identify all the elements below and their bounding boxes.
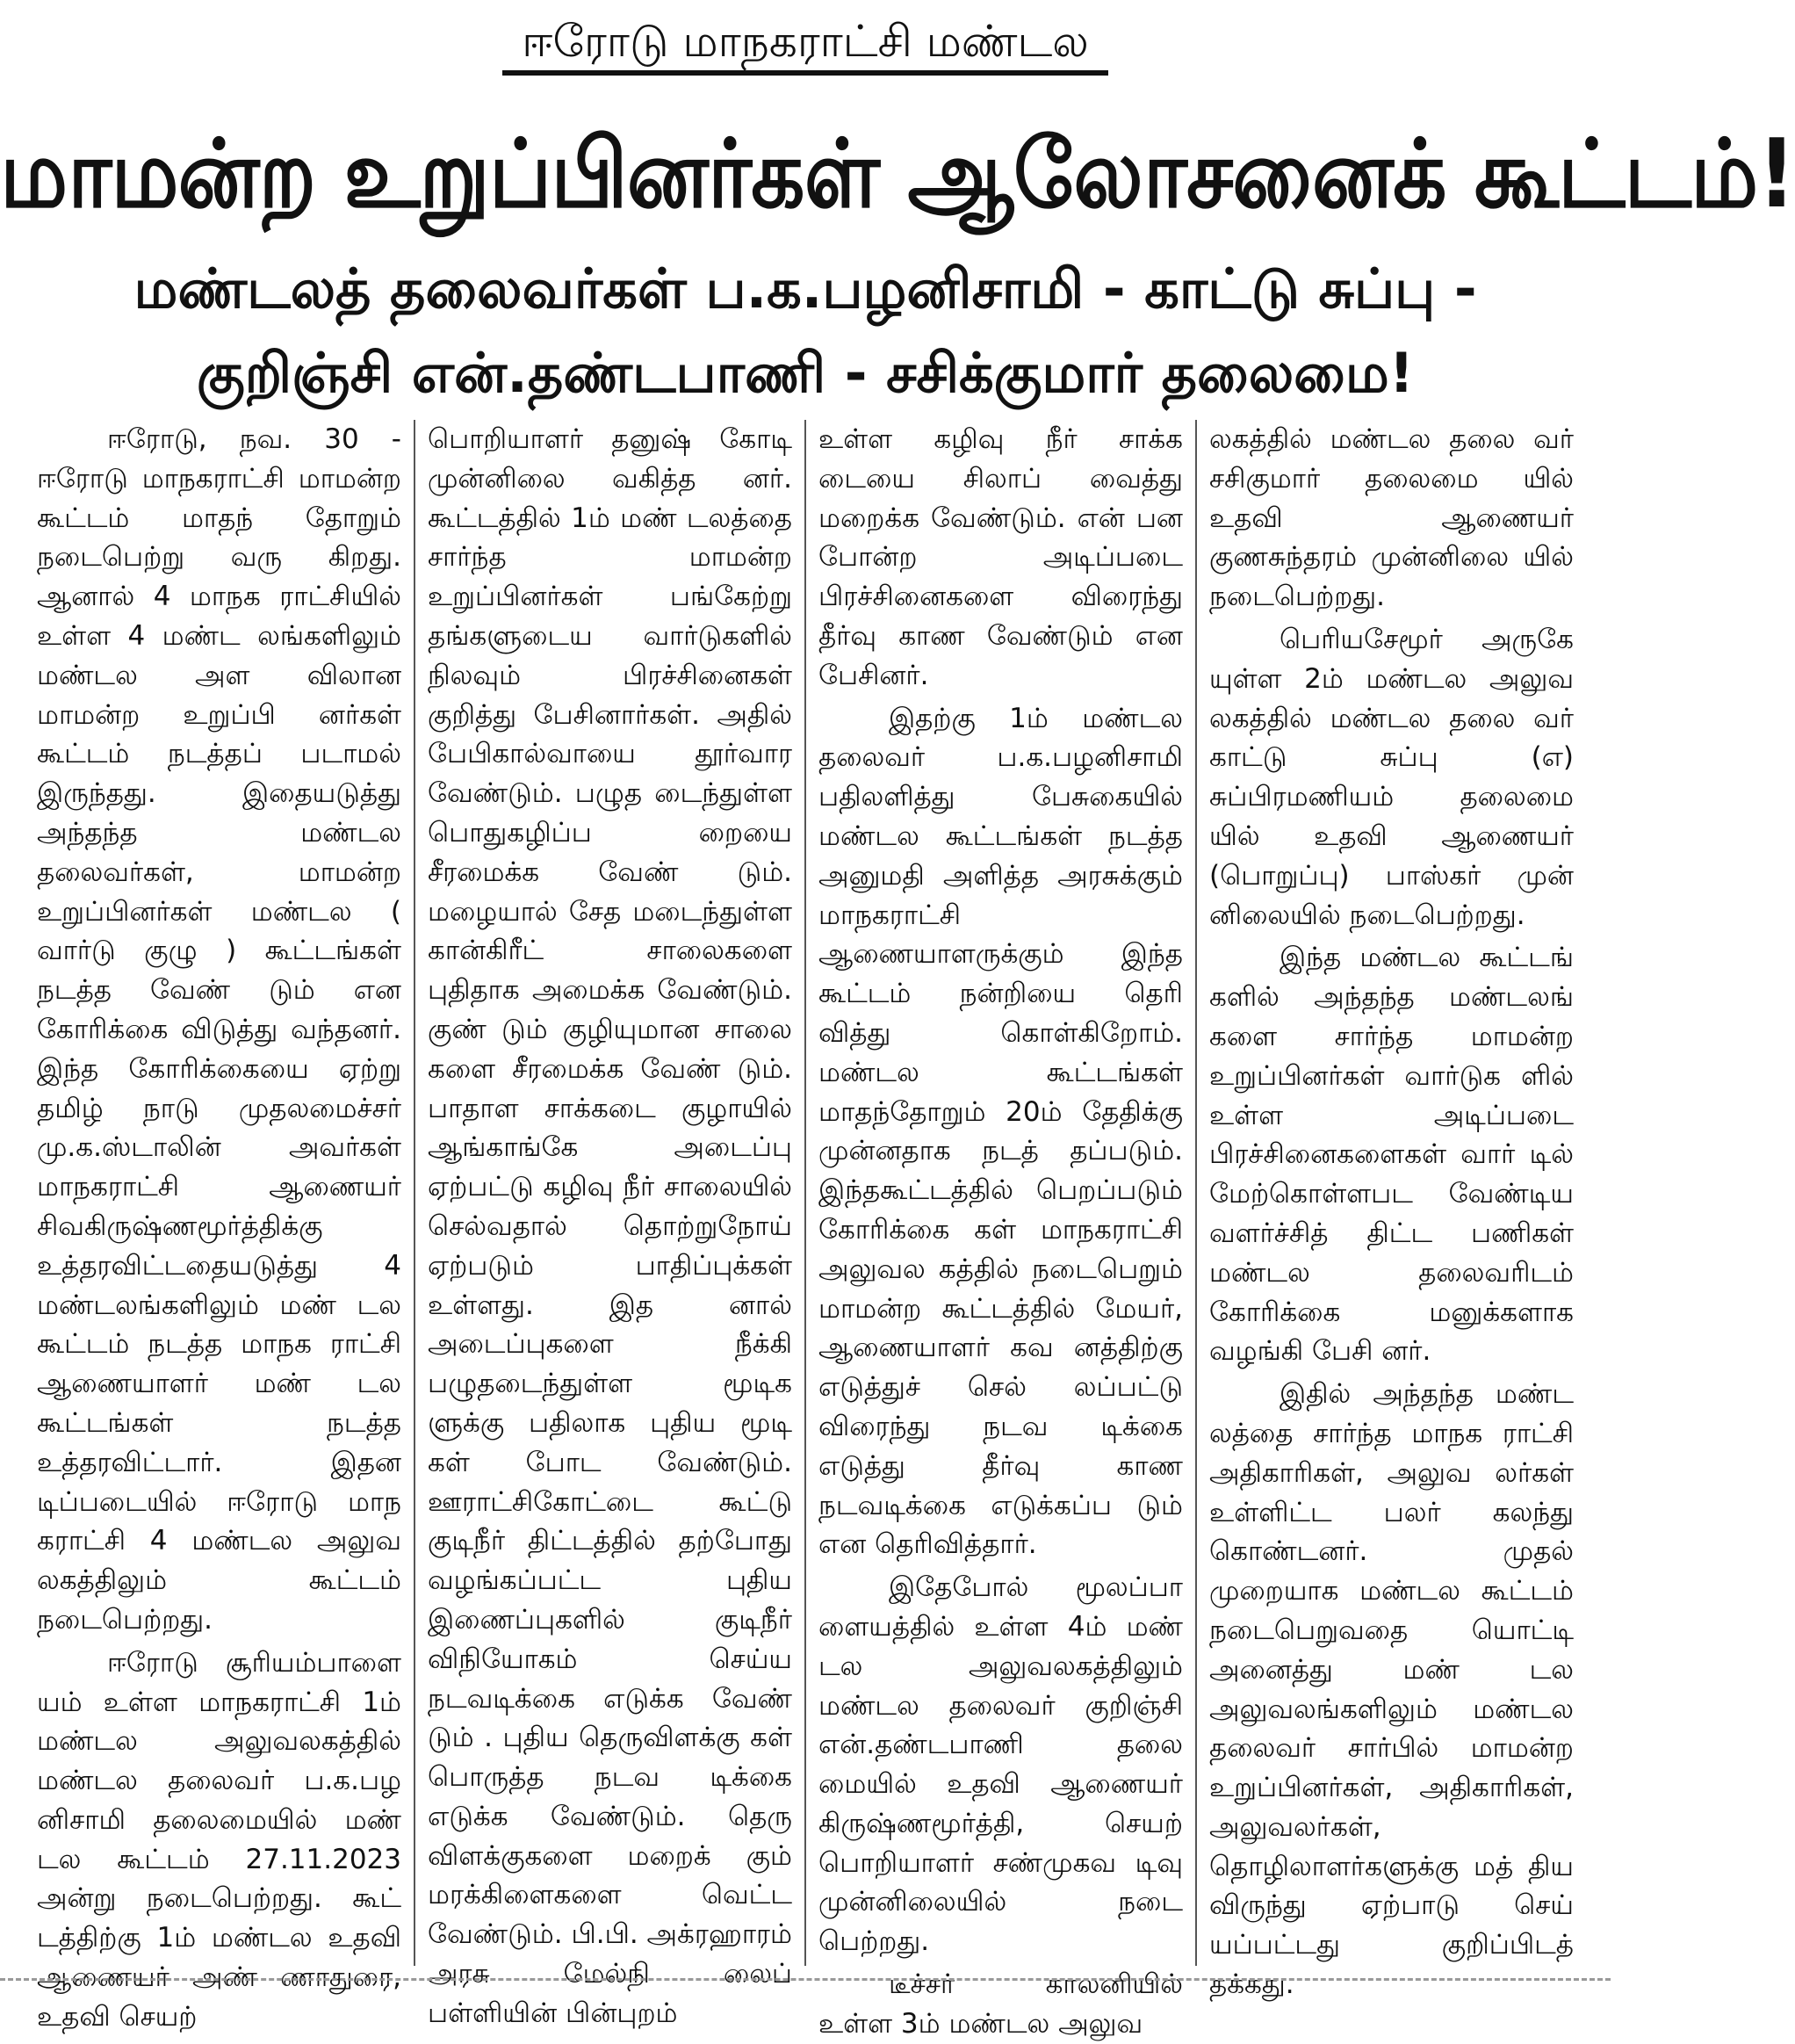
kicker-wrap bbox=[0, 12, 1611, 76]
headline: மாமன்ற உறுப்பினர்கள் ஆலோசனைக் கூட்டம்! bbox=[0, 119, 1795, 229]
article-columns bbox=[25, 420, 1586, 2040]
paragraph: இதில் அந்தந்த மண்ட லத்தை சார்ந்த மாநக ராட்சி அதிகாரிகள், அலுவ லர்கள் உள்ளிட்ட பலர் கலந்து கொண்டனர். முதல் முறையாக மண்டல கூட்டம் நடைபெறுவதை யொட்டி அனைத்து மண் டல அலுவலங்களிலும் மண்டல தலைவர் சார்பில் மாமன்ற உறுப்பினர்கள், அதிகாரிகள், அலுவலர்கள், தொழிலாளர்களுக்கு மத் திய விருந்து ஏற்பாடு செய் யப்பட்டது குறிப்பிடத் தக்கது. bbox=[1209, 1378, 1574, 2001]
paragraph: ஈரோடு சூரியம்பாளை யம் உள்ள மாநகராட்சி 1ம் மண்டல அலுவலகத்தில் மண்டல தலைவர் ப.க.பழ னிசாமி தலைமையில் மண் டல கூட்டம் 27.11.2023 அன்று நடைபெற்றது. கூட் டத்திற்கு 1ம் மண்டல உதவி ஆணையர் அண் ணாதுரை, உதவி செயற் bbox=[37, 1646, 401, 2033]
subhead-line-1: மண்டலத் தலைவர்கள் ப.க.பழனிசாமி - காட்டு சுப்பு - bbox=[133, 256, 1477, 321]
bottom-cut-line bbox=[0, 1978, 1611, 1981]
kicker: ஈரோடு மாநகராட்சி மண்டல bbox=[502, 12, 1108, 76]
column-1 bbox=[25, 420, 414, 2033]
paragraph: இதேபோல் மூலப்பா ளையத்தில் உள்ள 4ம் மண் டல அலுவலகத்திலும் மண்டல தலைவர் குறிஞ்சி என்.தண்டபாணி தலை மையில் உதவி ஆணையர் கிருஷ்ணமூர்த்தி, செயற் பொறியாளர் சண்முகவ டிவு முன்னிலையில் நடை பெற்றது. bbox=[818, 1571, 1183, 1958]
column-4 bbox=[1195, 420, 1586, 2001]
column-3 bbox=[804, 420, 1195, 2040]
paragraph: இந்த மண்டல கூட்டங் களில் அந்தந்த மண்டலங் களை சார்ந்த மாமன்ற உறுப்பினர்கள் வார்டுக ளில் உள்ள அடிப்படை பிரச்சினைகளைகள் வார் டில் மேற்கொள்ளபட வேண்டிய வளர்ச்சித் திட்ட பணிகள் மண்டல தலைவரிடம் கோரிக்கை மனுக்களாக வழங்கி பேசி னர். bbox=[1209, 942, 1574, 1368]
paragraph: பெரியசேமூர் அருகே யுள்ள 2ம் மண்டல அலுவ லகத்தில் மண்டல தலை வர் காட்டு சுப்பு (எ) சுப்பிரமணியம் தலைமை யில் உதவி ஆணையர் (பொறுப்பு) பாஸ்கர் முன் னிலையில் நடைபெற்றது. bbox=[1209, 623, 1574, 931]
column-2 bbox=[414, 420, 804, 2029]
paragraph: லகத்தில் மண்டல தலை வர் சசிகுமார் தலைமை யில் உதவி ஆணையர் குணசுந்தரம் முன்னிலை யில் நடைபெற்றது. bbox=[1209, 423, 1574, 613]
paragraph: ஈரோடு, நவ. 30 - ஈரோடு மாநகராட்சி மாமன்ற கூட்டம் மாதந் தோறும் நடைபெற்று வரு கிறது. ஆனால் 4 மாநக ராட்சியில் உள்ள 4 மண்ட லங்களிலும் மண்டல அள விலான மாமன்ற உறுப்பி னர்கள் கூட்டம் நடத்தப் படாமல் இருந்தது. இதையடுத்து அந்தந்த மண்டல தலைவர்கள், மாமன்ற உறுப்பினர்கள் மண்டல ( வார்டு குழு ) கூட்டங்கள் நடத்த வேண் டும் என கோரிக்கை விடுத்து வந்தனர். இந்த கோரிக்கையை ஏற்று தமிழ் நாடு முதலமைச்சர் மு.க.ஸ்டாலின் அவர்கள் மாநகராட்சி ஆணையர் சிவகிருஷ்ணமூர்த்திக்கு உத்தரவிட்டதையடுத்து 4 மண்டலங்களிலும் மண் டல கூட்டம் நடத்த மாநக ராட்சி ஆணையாளர் மண் டல கூட்டங்கள் நடத்த உத்தரவிட்டார். இதன டிப்படையில் ஈரோடு மாந கராட்சி 4 மண்டல அலுவ லகத்திலும் கூட்டம் நடைபெற்றது. bbox=[37, 423, 401, 1636]
paragraph: உள்ள கழிவு நீர் சாக்க டையை சிலாப் வைத்து மறைக்க வேண்டும். என் பன போன்ற அடிப்படை பிரச்சினைகளை விரைந்து தீர்வு காண வேண்டும் என பேசினர். bbox=[818, 423, 1183, 691]
paragraph: டீச்சர் காலனியில் உள்ள 3ம் மண்டல அலுவ bbox=[818, 1968, 1183, 2040]
subhead-line-2: குறிஞ்சி என்.தண்டபாணி - சசிக்குமார் தலைமை! bbox=[196, 341, 1415, 405]
paragraph: பொறியாளர் தனுஷ் கோடி முன்னிலை வகித்த னர். கூட்டத்தில் 1ம் மண் டலத்தை சார்ந்த மாமன்ற உறுப்பினர்கள் பங்கேற்று தங்களுடைய வார்டுகளில் நிலவும் பிரச்சினைகள் குறித்து பேசினார்கள். அதில் பேபிகால்வாயை தூர்வார வேண்டும். பழுத டைந்துள்ள பொதுகழிப்ப றையை சீரமைக்க வேண் டும். மழையால் சேத மடைந்துள்ள கான்கிரீட் சாலைகளை புதிதாக அமைக்க வேண்டும். குண் டும் குழியுமான சாலை களை சீரமைக்க வேண் டும். பாதாள சாக்கடை குழாயில் ஆங்காங்கே அடைப்பு ஏற்பட்டு கழிவு நீர் சாலையில் செல்வதால் தொற்றுநோய் ஏற்படும் பாதிப்புக்கள் உள்ளது. இத னால் அடைப்புகளை நீக்கி பழுதடைந்துள்ள மூடிக ளுக்கு பதிலாக புதிய மூடி கள் போட வேண்டும். ஊராட்சிகோட்டை கூட்டு குடிநீர் திட்டத்தில் தற்போது வழங்கப்பட்ட புதிய இணைப்புகளில் குடிநீர் விநியோகம் செய்ய நடவடிக்கை எடுக்க வேண் டும் . புதிய தெருவிளக்கு கள் பொருத்த நடவ டிக்கை எடுக்க வேண்டும். தெரு விளக்குகளை மறைக் கும் மரக்கிளைகளை வெட்ட வேண்டும். பி.பி. அக்ரஹாரம் அரசு மேல்நி லைப் பள்ளியின் பின்புறம் bbox=[428, 423, 793, 2029]
paragraph: இதற்கு 1ம் மண்டல தலைவர் ப.க.பழனிசாமி பதிலளித்து பேசுகையில் மண்டல கூட்டங்கள் நடத்த அனுமதி அளித்த அரசுக்கும் மாநகராட்சி ஆணையாளருக்கும் இந்த கூட்டம் நன்றியை தெரி வித்து கொள்கிறோம். மண்டல கூட்டங்கள் மாதந்தோறும் 20ம் தேதிக்கு முன்னதாக நடத் தப்படும். இந்தகூட்டத்தில் பெறப்படும் கோரிக்கை கள் மாநகராட்சி அலுவல கத்தில் நடைபெறும் மாமன்ற கூட்டத்தில் மேயர், ஆணையாளர் கவ னத்திற்கு எடுத்துச் செல் லப்பட்டு விரைந்து நடவ டிக்கை எடுத்து தீர்வு காண நடவடிக்கை எடுக்கப்ப டும் என தெரிவித்தார். bbox=[818, 702, 1183, 1561]
